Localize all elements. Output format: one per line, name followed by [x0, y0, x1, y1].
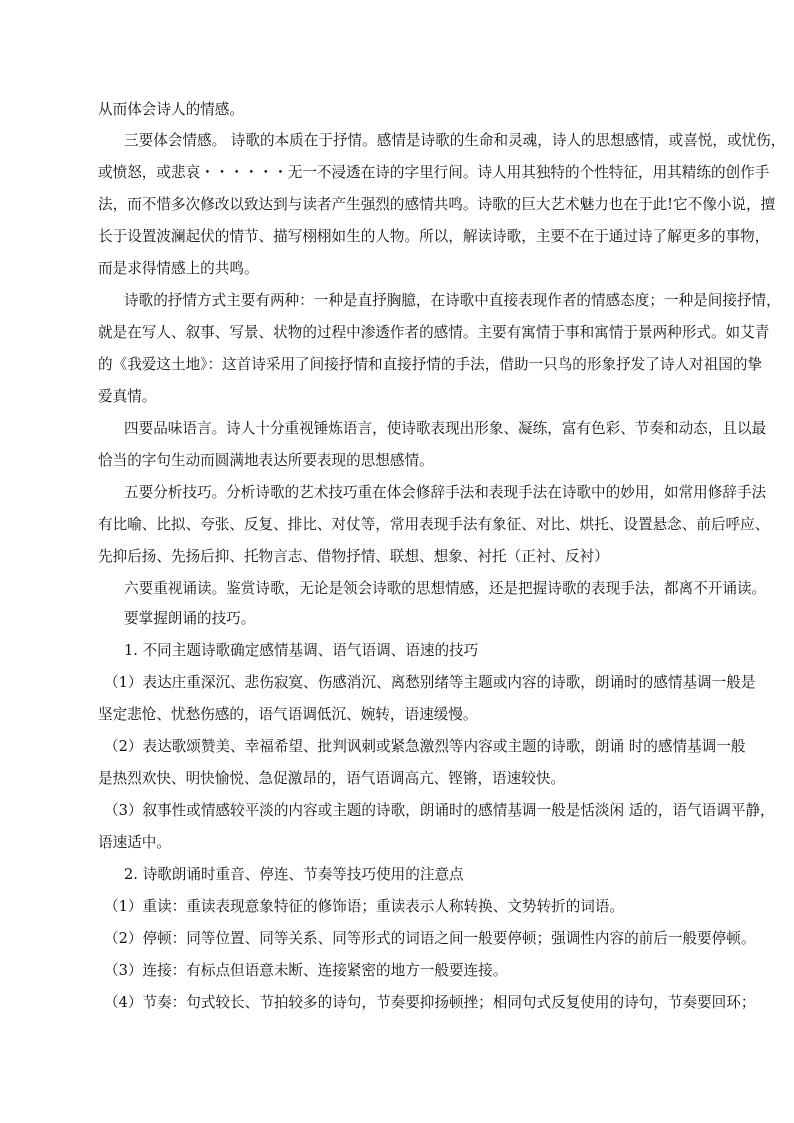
list-item-line: （4）节奏：句式较长、节拍较多的诗句，节奏要抑扬顿挫；相同句式反复使用的诗句，节奏要回环；	[104, 994, 756, 1011]
text-line: 长于设置波澜起伏的情节、描写栩栩如生的人物。所以，解读诗歌，主要不在于通过诗了解更多的事物，	[98, 228, 770, 245]
text-line: 先抑后扬、先扬后抑、托物言志、借物抒情、联想、想象、衬托（正衬、反衬）	[98, 548, 609, 565]
text-line: 坚定悲怆、忧愁伤感的，语气语调低沉、婉转，语速缓慢。	[98, 706, 478, 723]
list-item-line: （3）连接：有标点但语意未断、连接紧密的地方一般要连接。	[104, 962, 508, 979]
list-item-line: （3）叙事性或情感较平淡的内容或主题的诗歌，朗诵时的感情基调一般是恬淡闲 适的，语气语调平静，	[104, 802, 775, 819]
text-line: 恰当的字句生动而圆满地表达所要表现的思想感情。	[98, 452, 434, 469]
paragraph-heading-line: 三要体会情感。 诗歌的本质在于抒情。感情是诗歌的生命和灵魂，诗人的思想感情，或喜悦，或忧伤，	[124, 132, 786, 149]
text-line: 语速适中。	[98, 834, 171, 851]
paragraph-heading-line: 四要品味语言。诗人十分重视锤炼语言，使诗歌表现出形象、凝练，富有色彩、节奏和动态，且以最	[124, 420, 767, 437]
text-line: 有比喻、比拟、夸张、反复、排比、对仗等，常用表现手法有象征、对比、烘托、设置悬念、前后呼应、	[98, 516, 770, 533]
list-item-line: （1）重读：重读表现意象特征的修饰语；重读表示人称转换、文势转折的词语。	[104, 898, 625, 915]
list-item-line: （2）停顿：同等位置、同等关系、同等形式的词语之间一般要停顿；强调性内容的前后一般要停顿。	[104, 930, 756, 947]
text-line: 法，而不惜多次修改以致达到与读者产生强烈的感情共鸣。诗歌的巨大艺术魅力也在于此!它不像小说，擅	[98, 196, 776, 213]
paragraph-heading-line: 六要重视诵读。鉴赏诗歌，无论是领会诗歌的思想情感，还是把握诗歌的表现手法，都离不开诵读。	[124, 580, 767, 597]
section-heading-2: 2. 诗歌朗诵时重音、停连、节奏等技巧使用的注意点	[124, 866, 464, 883]
text-line: 是热烈欢快、明快愉悦、急促激昂的，语气语调高亢、铿锵，语速较快。	[98, 770, 566, 787]
paragraph-start-line: 诗歌的抒情方式主要有两种：一种是直抒胸臆，在诗歌中直接表现作者的情感态度；一种是间接抒情，	[124, 292, 781, 309]
text-line: 就是在写人、叙事、写景、状物的过程中渗透作者的感情。主要有寓情于事和寓情于景两种形式。如艾青	[98, 324, 770, 341]
text-line: 要掌握朗诵的技巧。	[124, 610, 256, 627]
text-line: 的《我爱这土地》：这首诗采用了间接抒情和直接抒情的手法，借助一只鸟的形象抒发了诗人对祖国的挚	[98, 356, 763, 373]
text-line: 或愤怒，或悲哀・・・・・・无一不浸透在诗的字里行间。诗人用其独特的个性特征，用其精练的创作手	[98, 164, 770, 181]
text-line: 从而体会诗人的情感。	[98, 101, 244, 118]
text-line: 爱真情。	[98, 388, 157, 405]
list-item-line: （2）表达歌颂赞美、幸福希望、批判讽刺或紧急激烈等内容或主题的诗歌，朗诵 时的感情基调一般	[104, 738, 746, 755]
paragraph-heading-line: 五要分析技巧。分析诗歌的艺术技巧重在体会修辞手法和表现手法在诗歌中的妙用，如常用修辞手法	[124, 484, 767, 501]
section-heading-1: 1. 不同主题诗歌确定感情基调、语气语调、语速的技巧	[124, 642, 479, 659]
list-item-line: （1）表达庄重深沉、悲伤寂寞、伤感消沉、离愁别绪等主题或内容的诗歌，朗诵时的感情基调一般是	[104, 674, 756, 691]
text-line: 而是求得情感上的共鸣。	[98, 260, 259, 277]
